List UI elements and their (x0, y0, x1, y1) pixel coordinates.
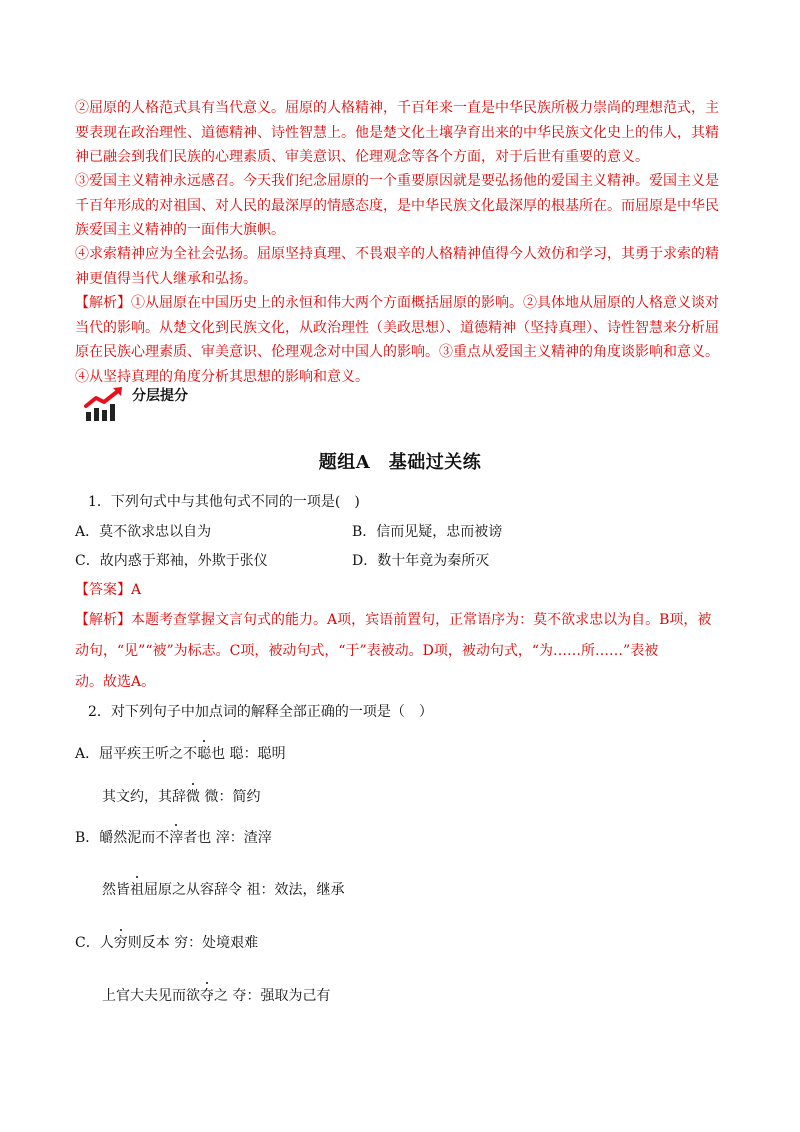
emphasis-dot-word: 微 (186, 789, 200, 805)
q2-option-c-line-2: 上官大夫见而欲夺之 夺：强取为己有 (102, 988, 331, 1004)
q1-option-d: D．数十年竟为秦所灭 (352, 553, 490, 569)
emphasis-dot-word: 祖 (130, 882, 144, 898)
analysis-point-3: ③爱国主义精神永远感召。今天我们纪念屈原的一个重要原因就是要弘扬他的爱国主义精神。爱国主义是千百年形成的对祖国、对人民的最深厚的情感态度，是中华民族文化最深厚的根基所在。而屈原是中华民族爱国主义精神的一面伟大旗帜。 (75, 173, 719, 238)
q1-answer: 【答案】A (75, 582, 142, 598)
q2-option-b-line-2: 然皆祖屈原之从容辞令 祖：效法，继承 (102, 882, 345, 898)
emphasis-dot-word: 夺 (200, 988, 214, 1004)
emphasis-dot-word: 滓 (169, 830, 184, 846)
q2-stem: 2．对下列句子中加点词的解释全部正确的一项是（ ） (88, 704, 433, 720)
q1-explanation-line-2: 动句，“见”“被”为标志。C项，被动句式，“于”表被动。D项，被动句式，“为……所……”表被 (75, 643, 659, 659)
q1-option-c: C．故内惑于郑袖，外欺于张仪 (75, 553, 268, 569)
growth-chart-icon (84, 386, 128, 422)
q2-option-c-line-1: C．人穷则反本 穷：处境艰难 (75, 935, 259, 951)
q1-explanation-line-3: 动。故选A。 (75, 674, 156, 690)
q2-option-a-line-2: 其文约，其辞微 微：简约 (102, 789, 261, 805)
emphasis-dot-word: 穷 (113, 935, 128, 951)
section-logo-label: 分层提分 (132, 388, 188, 404)
q2-option-b-line-1: B．皭然泥而不滓者也 滓：渣滓 (75, 830, 272, 846)
q1-option-a: A．莫不欲求忠以自为 (75, 524, 212, 540)
q1-option-b: B．信而见疑，忠而被谤 (352, 524, 503, 540)
emphasis-dot-word: 聪 (197, 746, 212, 762)
q1-explanation-line-1: 【解析】本题考查掌握文言句式的能力。A项，宾语前置句，正常语序为：莫不欲求忠以为自。B项，被 (75, 612, 712, 628)
q1-stem: 1．下列句式中与其他句式不同的一项是( ) (88, 494, 360, 510)
analysis-point-4: ④求索精神应为全社会弘扬。屈原坚持真理、不畏艰辛的人格精神值得今人效仿和学习，其勇于求索的精神更值得当代人继承和弘扬。 (75, 246, 719, 287)
analysis-explanation: 【解析】①从屈原在中国历史上的永恒和伟大两个方面概括屈原的影响。②具体地从屈原的人格意义谈对当代的影响。从楚文化到民族文化，从政治理性（美政思想）、道德精神（坚持真理）、诗性智慧来分析屈原在民族心理素质、审美意识、伦理观念对中国人的影响。③重点从爱国主义精神的角度谈影响和意义。④从坚持真理的角度分析其思想的影响和意义。 (75, 295, 719, 385)
q2-option-a-line-1: A．屈平疾王听之不聪也 聪：聪明 (75, 746, 286, 762)
group-title: 题组A 基础过关练 (318, 452, 482, 473)
analysis-point-2: ②屈原的人格范式具有当代意义。屈原的人格精神，千百年来一直是中华民族所极力崇尚的理想范式，主要表现在政治理性、道德精神、诗性智慧上。他是楚文化土壤孕育出来的中华民族文化史上的伟人，其精神已融会到我们民族的心理素质、审美意识、伦理观念等各个方面，对于后世有重要的意义。 (75, 100, 719, 165)
